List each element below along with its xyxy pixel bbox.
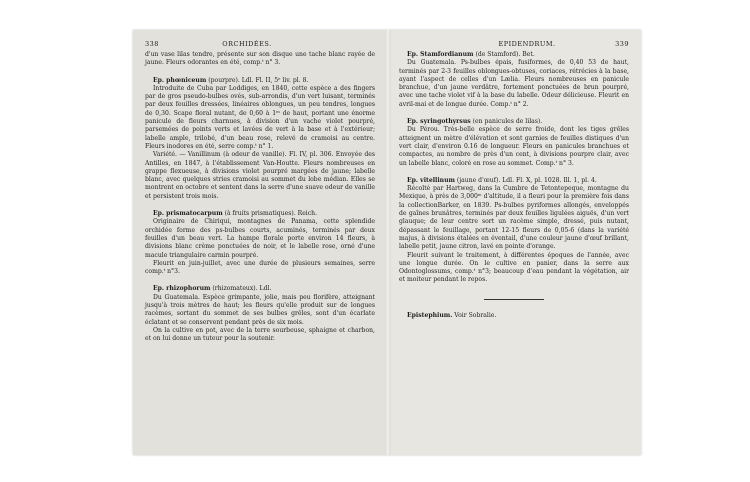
entry-meta: (rhizomateux). Ldl. — [212, 285, 272, 293]
closing-entry-text: Voir Sobralie. — [454, 311, 497, 319]
right-page-number: 339 — [615, 40, 629, 48]
book-spread — [133, 30, 641, 455]
entry-paragraph: Originaire de Chiriqui, montagnes de Panama, cette splendide orchidée forme des ps-bulbes courts, acuminés, terminés par deux feuilles d'un beau vert. La hampe florale porte environ 14 fleurs, à divisions blanc crème ponctuées de noir, et le labelle rose, orné d'une macule triangulaire carmin pourpré. — [145, 218, 375, 259]
entry-name: Ep. Stamfordianum — [407, 51, 474, 58]
entry-heading — [145, 285, 375, 293]
entry-paragraph: Du Pérou. Très-belle espèce de serre froide, dont les tiges grêles atteignent un mètre d'élévation et sont garnies de feuilles distiques d'un vert clair, d'environ 0.16 de longueur. Fleurs en panicules branchues et compactes, au nombre de près d'un cent, à divisions pourpre clair, avec un labelle blanc, coloré en rose au sommet. Comp.ᵗ n° 3. — [399, 126, 629, 167]
entry-heading — [399, 177, 629, 185]
right-running-head — [399, 40, 629, 48]
entry-meta: (de Stamford). Bet. — [475, 51, 535, 58]
entry-meta: (en panicules de lilas). — [472, 118, 543, 126]
closing-entry — [399, 312, 629, 320]
entry-name: Ep. phœniceum — [153, 76, 207, 84]
entry-meta: (jaune d'œuf). Ldl. Fl. X, pl. 1028. Ill. 1, pl. 4. — [456, 176, 597, 184]
entry-meta: (à fruits prismatiques). Reich. — [224, 210, 318, 218]
entry-heading — [145, 77, 375, 85]
entry-paragraph: Fleurit en juin-juillet, avec une durée de plusieurs semaines, serre comp.ᵗ n°3. — [145, 259, 375, 276]
entry-paragraph: Introduite de Cuba par Loddiges, en 1840, cette espèce a des fingers par de gros pseudo-bulbes ovés, sub-arrondis, d'un vert luisant, terminés par deux feuilles dressées, linéaires oblongues, un peu tendres, longues de 0,30. Scape floral nutant, de 0,60 à 1ᵐ de haut, portant une énorme panicule de fleurs charnues, à division d'un vache violet pourpré, parsemées de points verts et lavées de vert à la base et à l'extérieur; labelle ample, trilobé, d'un beau rose, relevé de cramoisi au centre. Fleurs inodores en été, serre comp.ᵗ n° 1. — [145, 84, 375, 150]
entry-heading — [145, 210, 375, 218]
entry-name: Ep. rhizophorum — [153, 285, 211, 293]
entry-paragraph: Récolté par Hartweg, dans la Cumbre de Tetontepeque, montagne du Mexique, à près de 3,000ᵐ d'altitude, il a fleuri pour la première fois dans la collectionBarker, en 1839. Ps-bulbes pyriformes allongés, enveloppés de gaînes brunâtres, terminés par deux feuilles ligulées aiguës, d'un vert glauque; de leur centre sort un racème simple, dressé, puis nutant, dépassant le feuillage, portant 12-15 fleurs de 0,05-6 (dans la variété majus, à divisions étalées en éventail, d'une couleur jaune d'œuf brillant, labelle petit, jaune citron, lavé en pointe d'orange. — [399, 185, 629, 251]
section-rule — [484, 299, 544, 300]
left-page-number: 338 — [145, 40, 159, 48]
entry-meta: (pourpre). Ldl. Fl. II, 5ᵉ liv. pl. 8. — [208, 76, 309, 84]
closing-entry-name: Epistephium. — [407, 311, 453, 319]
right-page — [391, 30, 641, 455]
entry-paragraph: Fleurit suivant le traitement, à différentes époques de l'année, avec une longue durée. On le cultive en panier, dans la serre aux Odontoglossums, comp.ᵗ n°3; beaucoup d'eau pendant la végétation, air et moiteur pendant le repos. — [399, 251, 629, 284]
right-running-title: EPIDENDRUM. — [498, 40, 556, 48]
entry-paragraph: On la cultive en pot, avec de la terre sourbeuse, sphaigne et charbon, et on lui donne un tuteur pour la soutenir. — [145, 326, 375, 343]
entry-name: Ep. syringothyrsus — [407, 118, 471, 126]
entry-paragraph: Du Guatemala. Ps-bulbes épais, fusiformes, de 0,40 53 de haut, terminés par 2-3 feuilles oblongues-obtuses, coriaces, rétrécies à la base, ayant l'aspect de celles d'un Lælia. Fleurs nombreuses en panicule branchue, d'un jaune verdâtre, fortement ponctuées de brun pourpré, avec une tache violet vif à la base du labelle. Odeur délicieuse. Fleurit en avril-mai et de longue durée. Comp.ᵗ n° 2. — [399, 59, 629, 108]
left-running-title: ORCHIDÉES. — [222, 40, 272, 48]
entry-paragraph: Variété. — Vanillinum (à odeur de vanille). Fl. IV, pl. 306. Envoyée des Antilles, en 1847, à l'établissement Van-Houtte. Fleurs nombreuses en grappe flexueuse, à divisions violet pourpré margées de jaune; labelle blanc, avec quelques stries cramoisi au sommet du lobe médian. Elles se montrent en octobre et sentent dans la serre d'une suave odeur de vanille et persistent trois mois. — [145, 151, 375, 200]
entry-name: Ep. prismatocarpum — [153, 210, 223, 218]
entry-heading — [399, 118, 629, 126]
entry-paragraph: Du Guatemala. Espèce grimpante, jolie, mais peu florifère, atteignant jusqu'à trois mètres de haut; les fleurs qu'elle produit sur de longues racèmes, sortant du sommet de ses bulbes grêles, sont d'un écarlate éclatant et se conservent pendant près de six mois. — [145, 293, 375, 326]
entry-heading — [399, 51, 629, 59]
left-opening-text: d'un vase lilas tendre, présente sur son disque une tache blanc rayée de jaune. Fleurs odorantes en été, comp.ᵗ n° 3. — [145, 51, 375, 67]
left-running-head — [145, 40, 375, 48]
entry-name: Ep. vitellinum — [407, 176, 455, 184]
left-page — [133, 30, 385, 455]
